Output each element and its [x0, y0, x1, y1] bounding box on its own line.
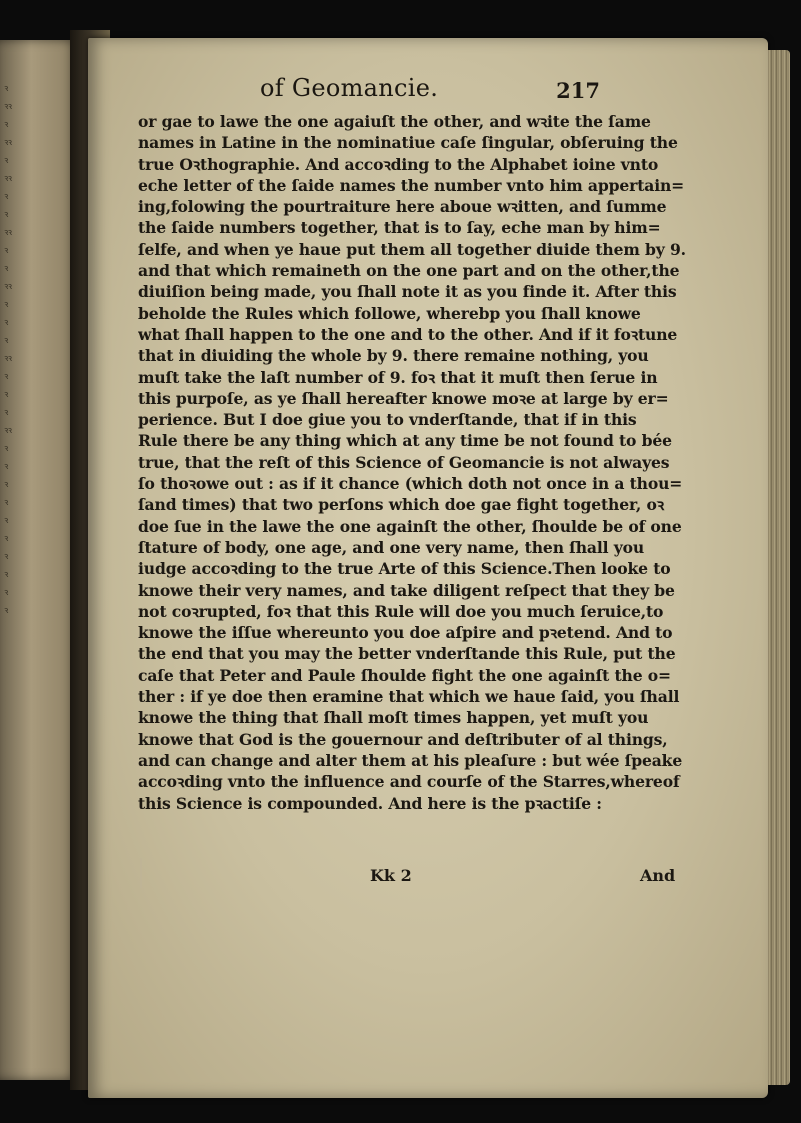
text-line: Rule there be any thing which at any time be not found to bée [138, 431, 672, 451]
text-line: knowe the thing that ſhall moſt times happen, yet muſt you [138, 708, 649, 728]
text-line: knowe that God is the gouernour and deſtributer of al things, [138, 729, 668, 749]
body-text [138, 111, 726, 814]
text-line: true Oꝛthographie. And accoꝛding to the Alphabet ioine vnto [138, 154, 659, 174]
text-line: accoꝛding vnto the influence and courſe of the Starres,whereof [138, 772, 680, 792]
text-line: ſand times) that two perſons which doe gae fight together, oꝛ [138, 495, 664, 515]
text-line: knowe the iſſue whereunto you doe aſpire and pꝛetend. And to [138, 623, 673, 643]
text-line: what ſhall happen to the one and to the other. And if it foꝛtune [138, 324, 678, 344]
text-line: caſe that Peter and Paule ſhoulde fight the one againſt the o= [138, 665, 671, 685]
text-line: beholde the Rules which followe, wherebp you ſhall knowe [138, 303, 641, 323]
text-line: ſo thoꝛowe out : as if it chance (which doth not once in a thou= [138, 474, 683, 494]
text-line: this purpoſe, as ye ſhall hereafter knowe moꝛe at large by er= [138, 388, 669, 408]
text-line: knowe their very names, and take diligent reſpect that they be [138, 580, 675, 600]
facing-page-edge [0, 40, 78, 1080]
text-line: not coꝛrupted, foꝛ that this Rule will doe you much ſeruice,to [138, 601, 664, 621]
text-line: that in diuiding the whole by 9. there remaine nothing, you [138, 346, 649, 366]
facing-page-text-fragment: ꝛ ꝛꝛ ꝛ ꝛꝛ ꝛ ꝛꝛ ꝛ ꝛ ꝛꝛ ꝛ ꝛ ꝛꝛ ꝛ ꝛ ꝛ ꝛꝛ ꝛ ꝛ ꝛ ꝛꝛ ꝛ ꝛ ꝛ ꝛ ꝛ ꝛ ꝛ ꝛ ꝛ ꝛ [4, 84, 12, 616]
text-line: and that which remaineth on the one part and on the other,the [138, 261, 680, 281]
text-line: or gae to lawe the one agaiuſt the other, and wꝛite the ſame [138, 112, 651, 131]
text-line: true, that the reſt of this Science of Geomancie is not alwayes [138, 452, 670, 472]
page-header [260, 74, 600, 110]
text-line: and can change and alter them at his pleaſure : but wée ſpeake [138, 750, 683, 770]
text-line: names in Latine in the nominatiue caſe ſingular, obſeruing the [138, 133, 678, 153]
page-stack-edge [768, 50, 790, 1085]
text-line: ſelfe, and when ye haue put them all together diuide them by 9. [138, 239, 686, 259]
text-line: the ſaide numbers together, that is to ſay, eche man by him= [138, 218, 661, 238]
catchword: And [640, 866, 676, 885]
text-line: ther : if ye doe then eramine that which we haue ſaid, you ſhall [138, 687, 680, 707]
text-line: ing,folowing the pourtraiture here aboue wꝛitten, and ſumme [138, 197, 667, 217]
text-line: muſt take the laſt number of 9. foꝛ that it muſt then ſerue in [138, 367, 658, 387]
text-line: eche letter of the ſaide names the number vnto him appertain= [138, 175, 685, 195]
text-line: the end that you may the better vnderſtande this Rule, put the [138, 644, 676, 664]
page-number: 217 [556, 78, 600, 103]
text-line: ſtature of body, one age, and one very name, then ſhall you [138, 537, 645, 557]
running-head: of Geomancie. [260, 74, 439, 102]
text-line: perience. But I doe giue you to vnderſtande, that if in this [138, 410, 637, 430]
text-line: iudge accoꝛding to the true Arte of this Science.Then looke to [138, 559, 671, 579]
signature-mark: Kk 2 [370, 866, 412, 885]
text-line: doe ſue in the lawe the one againſt the other, ſhoulde be of one [138, 516, 682, 536]
margin-mark [140, 858, 142, 888]
text-line: diuiſion being made, you ſhall note it as you finde it. After this [138, 282, 677, 302]
text-line: this Science is compounded. And here is the pꝛactiſe : [138, 793, 602, 813]
